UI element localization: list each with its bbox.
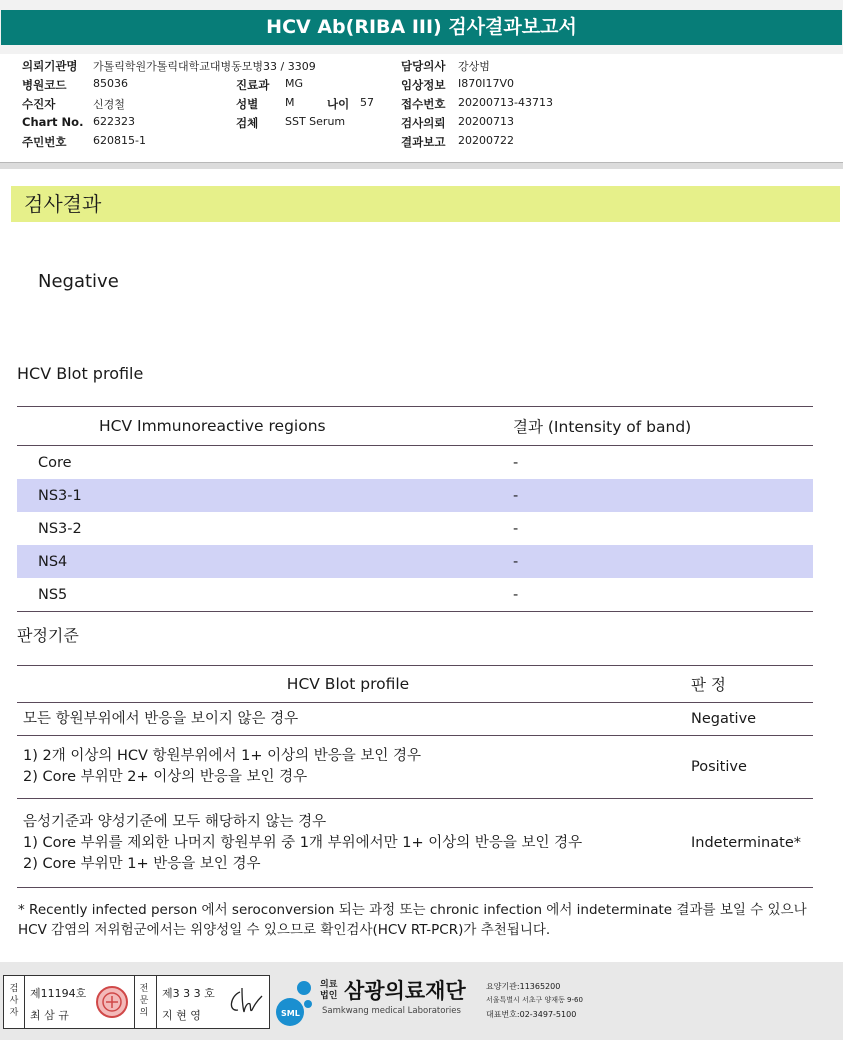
chart-label: Chart No. (22, 115, 84, 129)
criteria-line: 1) 2개 이상의 HCV 항원부위에서 1+ 이상의 반응을 보인 경우 (23, 748, 422, 764)
dept-value: MG (285, 77, 304, 90)
sml-logo-icon (270, 974, 318, 1030)
region-cell: Core (38, 454, 72, 471)
divider (0, 162, 843, 169)
hospital-label: 의뢰기관명 (22, 59, 78, 73)
criteria-line: 2) Core 부위만 1+ 반응을 보인 경우 (23, 855, 261, 872)
criteria-cell (17, 799, 679, 888)
criteria-col-verdict: 판 정 (679, 666, 813, 703)
address: 서울특별시 서초구 양재동 9-60 (486, 996, 583, 1004)
footer (0, 962, 843, 1040)
value-cell: - (513, 520, 519, 537)
phone: 대표번호:02-3497-5100 (486, 1010, 577, 1019)
seal-icon (94, 984, 130, 1020)
doctor-label: 담당의사 (401, 59, 446, 73)
chart-value: 622323 (93, 115, 135, 128)
signature-icon (226, 986, 264, 1018)
logo-text: SML (281, 1009, 300, 1018)
doctor-value: 강상범 (458, 60, 490, 73)
table-row (17, 799, 813, 888)
request-label: 검사의뢰 (401, 116, 446, 130)
criteria-table (17, 665, 813, 888)
examiner-label: 검사자 (9, 984, 19, 1018)
table-row (17, 578, 813, 612)
clinical-label: 임상정보 (401, 78, 446, 92)
verdict-cell: Positive (679, 736, 813, 799)
report-value: 20200722 (458, 134, 514, 147)
report-title: HCV Ab(RIBA III) 검사결과보고서 (1, 10, 842, 45)
code-label: 병원코드 (22, 78, 67, 92)
receipt-value: 20200713-43713 (458, 96, 553, 109)
examiner-license: 제11194호 (30, 987, 87, 1000)
table-row (17, 736, 813, 799)
id-value: 620815-1 (93, 134, 146, 147)
criteria-line: 모든 항원부위에서 반응을 보이지 않은 경우 (23, 710, 299, 727)
criteria-col-profile: HCV Blot profile (17, 666, 679, 703)
clinical-value: I870I17V0 (458, 77, 515, 90)
org-prefix: 의료법인 (320, 980, 338, 1001)
value-cell: - (512, 578, 813, 612)
specialist-name: 지 현 영 (162, 1009, 201, 1022)
name-value: 신경철 (93, 98, 125, 111)
examiner-name: 최 삼 규 (30, 1009, 69, 1022)
hospital-value: 가톨릭학원가톨릭대학교대병동모병33 / 3309 (93, 60, 316, 73)
criteria-line: 2) Core 부위만 2+ 이상의 반응을 보인 경우 (23, 769, 308, 785)
specialist-label: 전문의 (139, 984, 149, 1018)
value-cell: - (512, 479, 813, 512)
section-title: 검사결과 (11, 186, 840, 222)
report-label: 결과보고 (401, 135, 446, 149)
specimen-value: SST Serum (285, 115, 346, 128)
code-value: 85036 (93, 77, 128, 90)
verdict-cell: Negative (679, 703, 813, 736)
criteria-title: 판정기준 (17, 626, 79, 645)
dept-label: 진료과 (236, 78, 270, 92)
sex-label: 성별 (236, 97, 259, 111)
criteria-header-row (17, 666, 813, 703)
region-cell: NS5 (17, 578, 512, 612)
region-cell: NS4 (17, 545, 512, 578)
profile-table (17, 406, 813, 612)
specimen-label: 검체 (236, 116, 259, 130)
patient-info (0, 54, 843, 162)
region-cell: NS3-1 (17, 479, 512, 512)
region-cell: NS3-2 (38, 520, 82, 537)
table-row (17, 446, 813, 480)
id-label: 주민번호 (22, 135, 67, 149)
table-row (17, 479, 813, 512)
specialist-license: 제3 3 3 호 (162, 987, 215, 1000)
profile-title: HCV Blot profile (17, 364, 144, 383)
profile-header-row (17, 407, 813, 446)
org-name: 삼광의료재단 (344, 979, 466, 1003)
criteria-cell (17, 736, 679, 799)
criteria-line: 음성기준과 양성기준에 모두 해당하지 않는 경우 (23, 813, 327, 830)
receipt-label: 접수번호 (401, 97, 446, 111)
value-cell: - (513, 454, 519, 471)
criteria-cell (17, 703, 679, 736)
age-value: 57 (360, 96, 374, 109)
table-row (17, 512, 813, 545)
age-label: 나이 (327, 97, 350, 111)
request-value: 20200713 (458, 115, 514, 128)
criteria-line: 1) Core 부위를 제외한 나머지 항원부위 중 1개 부위에서만 1+ 이상의 반응을 보인 경우 (23, 834, 583, 851)
verdict-cell: Indeterminate* (679, 799, 813, 888)
org-english: Samkwang medical Laboratories (322, 1006, 461, 1016)
institution-code: 요양기관:11365200 (486, 982, 561, 991)
table-row (17, 545, 813, 578)
value-cell: - (512, 545, 813, 578)
footnote: * Recently infected person 에서 seroconversion 되는 과정 또는 chronic infection 에서 indeterminate 결과를 보일 수 있으나 HCV 감염의 저위험군에서는 위양성일 수 있으므로 확인검사(HCV RT-PCR)가 추천됩니다. (18, 902, 807, 938)
overall-result: Negative (38, 271, 119, 292)
title-bar (0, 0, 843, 54)
sex-value: M (285, 96, 295, 109)
table-row (17, 703, 813, 736)
signature-box (3, 975, 270, 1029)
profile-col-result: 결과 (Intensity of band) (512, 407, 813, 446)
profile-col-region: HCV Immunoreactive regions (17, 407, 512, 446)
name-label: 수진자 (22, 97, 56, 111)
